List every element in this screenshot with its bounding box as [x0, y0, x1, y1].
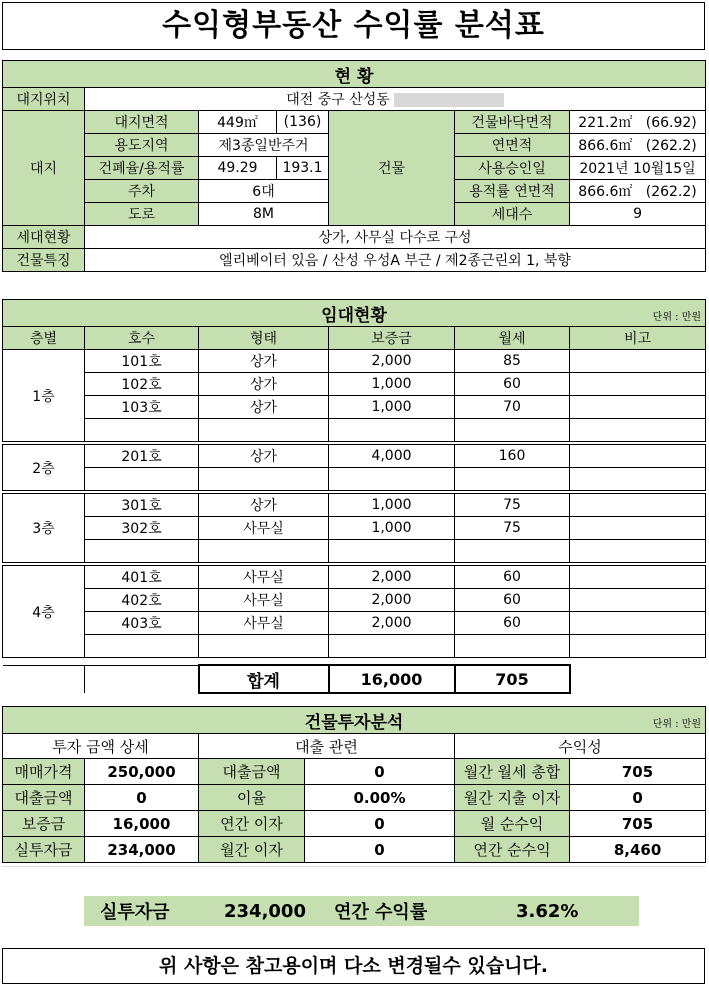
- note-cell: [570, 612, 706, 635]
- lease-row: [3, 373, 706, 396]
- summary-yield-value: 3.62%: [516, 900, 579, 922]
- profit-header: 수익성: [455, 734, 706, 759]
- unit-cell: 402호: [85, 589, 199, 612]
- land-value-2: (136): [277, 111, 329, 134]
- floor-cell: 3층: [3, 494, 85, 563]
- building-row-label: 연면적: [455, 134, 570, 157]
- deposit-cell: [329, 540, 455, 563]
- analysis-table: [2, 706, 706, 863]
- type-cell: 상가: [199, 350, 329, 373]
- floor-cell: 2층: [3, 445, 85, 491]
- lease-row: [3, 589, 706, 612]
- unit-cell: 101호: [85, 350, 199, 373]
- type-cell: 사무실: [199, 612, 329, 635]
- building-row-label: 용적률 연면적: [455, 180, 570, 203]
- col-rent: 월세: [455, 327, 570, 350]
- lease-row: [3, 612, 706, 635]
- rent-cell: 160: [455, 445, 570, 468]
- land-value: 제3종일반주거: [199, 134, 329, 157]
- rent-cell: 60: [455, 373, 570, 396]
- lease-row: [3, 419, 706, 442]
- footer-note: 위 사항은 참고용이며 다소 변경될수 있습니다.: [2, 948, 705, 984]
- summary-invest-value: 234,000: [224, 900, 306, 922]
- lease-table: [2, 299, 706, 694]
- analysis-row: [3, 785, 706, 811]
- col-unit: 호수: [85, 327, 199, 350]
- loan-header: 대출 관련: [199, 734, 455, 759]
- summary-yield-label: 연간 수익률: [334, 902, 428, 923]
- note-cell: [570, 540, 706, 563]
- building-value: 866.6㎡ (262.2): [570, 180, 706, 203]
- col-deposit: 보증금: [329, 327, 455, 350]
- col-type: 형태: [199, 327, 329, 350]
- note-cell: [570, 468, 706, 491]
- deposit-cell: 1,000: [329, 396, 455, 419]
- type-cell: 사무실: [199, 517, 329, 540]
- type-cell: [199, 419, 329, 442]
- deposit-cell: 4,000: [329, 445, 455, 468]
- type-cell: 사무실: [199, 589, 329, 612]
- rent-cell: [455, 540, 570, 563]
- rent-cell: 60: [455, 589, 570, 612]
- deposit-cell: 1,000: [329, 517, 455, 540]
- land-value: 49.29: [199, 157, 277, 180]
- total-label: 합계: [199, 665, 329, 693]
- redacted-address: [394, 93, 504, 107]
- land-row-label: 용도지역: [85, 134, 199, 157]
- type-cell: 사무실: [199, 566, 329, 589]
- unit-cell: 401호: [85, 566, 199, 589]
- unit-cell: 301호: [85, 494, 199, 517]
- lease-row: [3, 494, 706, 517]
- invest-label: 대출금액: [3, 785, 85, 811]
- profit-value: 705: [570, 811, 706, 837]
- unit-cell: [85, 540, 199, 563]
- rent-cell: 75: [455, 494, 570, 517]
- note-cell: [570, 419, 706, 442]
- floor-cell: 4층: [3, 566, 85, 658]
- loan-value: 0: [305, 837, 455, 863]
- land-row-label: 도로: [85, 203, 199, 226]
- type-cell: 상가: [199, 494, 329, 517]
- profit-label: 월간 지출 이자: [455, 785, 570, 811]
- unit-cell: [85, 635, 199, 658]
- rent-cell: 60: [455, 566, 570, 589]
- profit-value: 705: [570, 759, 706, 785]
- deposit-cell: 1,000: [329, 373, 455, 396]
- analysis-row: [3, 811, 706, 837]
- note-cell: [570, 517, 706, 540]
- profit-label: 월 순수익: [455, 811, 570, 837]
- rent-cell: [455, 419, 570, 442]
- lease-row: [3, 445, 706, 468]
- note-cell: [570, 350, 706, 373]
- invest-value: 16,000: [85, 811, 199, 837]
- type-cell: 상가: [199, 396, 329, 419]
- unit-cell: 103호: [85, 396, 199, 419]
- profit-value: 0: [570, 785, 706, 811]
- unit-cell: 201호: [85, 445, 199, 468]
- invest-label: 실투자금: [3, 837, 85, 863]
- deposit-cell: 2,000: [329, 589, 455, 612]
- analysis-row: [3, 759, 706, 785]
- building-row-label: 세대수: [455, 203, 570, 226]
- land-value: 449㎡: [199, 111, 277, 134]
- invest-value: 250,000: [85, 759, 199, 785]
- deposit-cell: 1,000: [329, 494, 455, 517]
- lease-unit: 단위 : 만원: [652, 312, 702, 323]
- land-label: 대지: [3, 111, 85, 226]
- status-header: 현 황: [3, 61, 706, 88]
- rent-cell: 75: [455, 517, 570, 540]
- location-label: 대지위치: [3, 88, 85, 111]
- invest-label: 보증금: [3, 811, 85, 837]
- unit-cell: 403호: [85, 612, 199, 635]
- building-value: 866.6㎡ (262.2): [570, 134, 706, 157]
- type-cell: [199, 468, 329, 491]
- lease-row: [3, 396, 706, 419]
- deposit-cell: 2,000: [329, 566, 455, 589]
- land-value-2: 193.1: [277, 157, 329, 180]
- invest-value: 0: [85, 785, 199, 811]
- loan-value: 0: [305, 811, 455, 837]
- land-row-label: 주차: [85, 180, 199, 203]
- land-row-label: 대지면적: [85, 111, 199, 134]
- household-value: 상가, 사무실 다수로 구성: [85, 226, 706, 249]
- floor-cell: 1층: [3, 350, 85, 442]
- summary-invest-label: 실투자금: [100, 902, 170, 923]
- lease-row: [3, 635, 706, 658]
- loan-value: 0.00%: [305, 785, 455, 811]
- status-table: [2, 60, 706, 272]
- feature-label: 건물특징: [3, 249, 85, 272]
- unit-cell: [85, 468, 199, 491]
- building-row-label: 건물바닥면적: [455, 111, 570, 134]
- land-row-label: 건폐율/용적률: [85, 157, 199, 180]
- feature-value: 엘리베이터 있음 / 산성 우성A 부근 / 제2종근린외 1, 북향: [85, 249, 706, 272]
- lease-row: [3, 540, 706, 563]
- household-label: 세대현황: [3, 226, 85, 249]
- summary-bar: [84, 896, 639, 926]
- type-cell: 상가: [199, 373, 329, 396]
- location-value: 대전 중구 산성동: [85, 88, 706, 111]
- analysis-unit: 단위 : 만원: [652, 719, 702, 730]
- lease-row: [3, 566, 706, 589]
- type-cell: [199, 635, 329, 658]
- note-cell: [570, 396, 706, 419]
- building-value: 2021년 10월15일: [570, 157, 706, 180]
- land-value: 6대: [199, 180, 329, 203]
- loan-label: 이율: [199, 785, 305, 811]
- lease-row: [3, 468, 706, 491]
- invest-label: 매매가격: [3, 759, 85, 785]
- note-cell: [570, 635, 706, 658]
- loan-label: 대출금액: [199, 759, 305, 785]
- note-cell: [570, 445, 706, 468]
- building-value: 9: [570, 203, 706, 226]
- type-cell: [199, 540, 329, 563]
- unit-cell: [85, 419, 199, 442]
- page-title: 수익형부동산 수익률 분석표: [2, 2, 705, 50]
- analysis-header: 건물투자분석 단위 : 만원: [3, 707, 706, 734]
- rent-cell: [455, 635, 570, 658]
- profit-value: 8,460: [570, 837, 706, 863]
- deposit-cell: 2,000: [329, 350, 455, 373]
- note-cell: [570, 373, 706, 396]
- note-cell: [570, 566, 706, 589]
- lease-header: 임대현황 단위 : 만원: [3, 300, 706, 327]
- building-row-label: 사용승인일: [455, 157, 570, 180]
- analysis-row: [3, 837, 706, 863]
- invest-value: 234,000: [85, 837, 199, 863]
- loan-label: 월간 이자: [199, 837, 305, 863]
- building-value: 221.2㎡ (66.92): [570, 111, 706, 134]
- type-cell: 상가: [199, 445, 329, 468]
- lease-row: [3, 350, 706, 373]
- rent-cell: 85: [455, 350, 570, 373]
- note-cell: [570, 494, 706, 517]
- land-value: 8M: [199, 203, 329, 226]
- deposit-cell: [329, 635, 455, 658]
- total-rent: 705: [455, 665, 570, 693]
- building-label: 건물: [329, 111, 455, 226]
- rent-cell: [455, 468, 570, 491]
- loan-value: 0: [305, 759, 455, 785]
- profit-label: 연간 순수익: [455, 837, 570, 863]
- rent-cell: 70: [455, 396, 570, 419]
- note-cell: [570, 589, 706, 612]
- deposit-cell: [329, 468, 455, 491]
- deposit-cell: [329, 419, 455, 442]
- deposit-cell: 2,000: [329, 612, 455, 635]
- lease-row: [3, 517, 706, 540]
- col-note: 비고: [570, 327, 706, 350]
- invest-detail-header: 투자 금액 상세: [3, 734, 199, 759]
- profit-label: 월간 월세 총합: [455, 759, 570, 785]
- rent-cell: 60: [455, 612, 570, 635]
- col-floor: 층별: [3, 327, 85, 350]
- total-deposit: 16,000: [329, 665, 455, 693]
- unit-cell: 302호: [85, 517, 199, 540]
- unit-cell: 102호: [85, 373, 199, 396]
- loan-label: 연간 이자: [199, 811, 305, 837]
